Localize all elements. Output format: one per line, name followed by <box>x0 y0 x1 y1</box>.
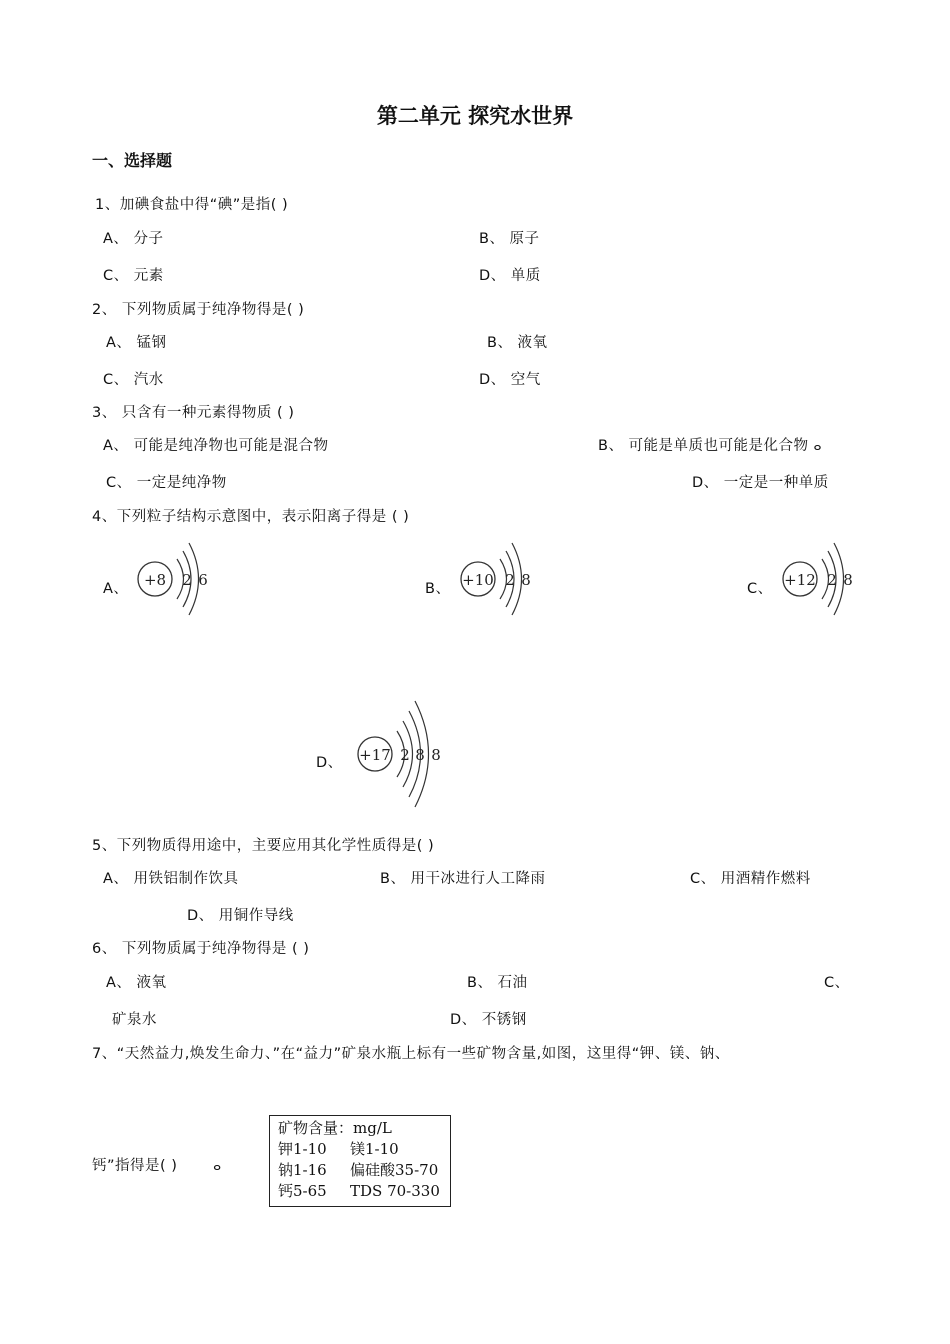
question-6-option-b: B、 石油 <box>467 975 528 991</box>
question-3-option-a: A、 可能是纯净物也可能是混合物 <box>103 438 329 454</box>
question-4-option-a: A、 <box>103 581 129 597</box>
electron-count: 6 <box>198 571 208 589</box>
mineral-label-header: 矿物含量：mg/L <box>278 1119 392 1137</box>
electron-count: 8 <box>843 571 853 589</box>
question-6-option-a: A、 液氧 <box>106 975 167 991</box>
question-1-stem: 1、加碘食盐中得“碘”是指( ) <box>95 197 289 213</box>
electron-count: 2 <box>505 571 515 589</box>
mineral-value: 钠1-16 <box>278 1161 327 1179</box>
question-5-stem: 5、下列物质得用途中，主要应用其化学性质得是( ) <box>92 838 435 854</box>
mineral-content-label <box>269 1115 451 1207</box>
question-6-option-d: D、 不锈钢 <box>450 1012 527 1028</box>
question-6-option-c-text: 矿泉水 <box>112 1012 157 1028</box>
electron-count: 8 <box>521 571 531 589</box>
nucleus-charge: +12 <box>784 571 816 589</box>
electron-count: 2 <box>827 571 837 589</box>
section-heading: 一、选择题 <box>92 151 173 170</box>
question-2-stem: 2、 下列物质属于纯净物得是( ) <box>92 302 305 318</box>
question-5-option-b: B、 用干冰进行人工降雨 <box>380 871 546 887</box>
question-7-stem-continued: 钙”指得是( ) ⴰ <box>92 1158 222 1174</box>
mineral-label-row <box>278 1139 442 1160</box>
atom-diagram-c <box>780 537 870 619</box>
page-title: 第二单元 探究水世界 <box>376 103 574 128</box>
atom-diagram-d <box>355 697 455 809</box>
electron-count: 8 <box>431 746 441 764</box>
question-2-option-d: D、 空气 <box>479 372 541 388</box>
question-3-stem: 3、 只含有一种元素得物质 ( ) <box>92 405 295 421</box>
question-6-option-c: C、 <box>824 975 850 991</box>
electron-count: 2 <box>400 746 410 764</box>
mineral-value: TDS 70-330 <box>350 1182 440 1200</box>
question-5-option-d: D、 用铜作导线 <box>187 908 294 924</box>
question-1-option-d: D、 单质 <box>479 268 541 284</box>
nucleus-charge: +17 <box>359 746 391 764</box>
mineral-label-row <box>278 1160 442 1181</box>
question-1-option-a: A、 分子 <box>103 231 164 247</box>
question-3-option-b: B、 可能是单质也可能是化合物 ⴰ <box>598 438 822 454</box>
mineral-value: 钙5-65 <box>278 1182 327 1200</box>
question-2-option-a: A、 锰钢 <box>106 335 167 351</box>
question-5-option-c: C、 用酒精作燃料 <box>690 871 811 887</box>
question-4-stem: 4、下列粒子结构示意图中，表示阳离子得是 ( ) <box>92 509 410 525</box>
nucleus-charge: +10 <box>462 571 494 589</box>
question-4-option-b: B、 <box>425 581 451 597</box>
nucleus-charge: +8 <box>143 571 167 589</box>
question-7-stem: 7、“天然益力,焕发生命力、”在“益力”矿泉水瓶上标有一些矿物含量,如图，这里得“钾、镁、钠、 <box>92 1046 730 1062</box>
question-3-option-c: C、 一定是纯净物 <box>106 475 227 491</box>
question-1-option-b: B、 原子 <box>479 231 540 247</box>
question-7-mark: ⴰ <box>213 1159 222 1173</box>
question-2-option-c: C、 汽水 <box>103 372 164 388</box>
question-4-option-d: D、 <box>316 755 343 771</box>
electron-count: 8 <box>415 746 425 764</box>
question-5-option-a: A、 用铁铝制作饮具 <box>103 871 239 887</box>
question-4-option-c: C、 <box>747 581 773 597</box>
mineral-value: 钾1-10 <box>278 1140 327 1158</box>
question-3-option-d: D、 一定是一种单质 <box>692 475 829 491</box>
question-1-option-c: C、 元素 <box>103 268 164 284</box>
mineral-label-row <box>278 1181 442 1202</box>
atom-diagram-a <box>135 537 225 619</box>
electron-count: 2 <box>182 571 192 589</box>
question-2-option-b: B、 液氧 <box>487 335 548 351</box>
mineral-value: 偏硅酸35-70 <box>350 1161 439 1179</box>
mineral-value: 镁1-10 <box>350 1140 399 1158</box>
atom-diagram-b <box>458 537 548 619</box>
question-6-stem: 6、 下列物质属于纯净物得是 ( ) <box>92 941 310 957</box>
question-3-mark: ⴰ <box>813 439 822 453</box>
